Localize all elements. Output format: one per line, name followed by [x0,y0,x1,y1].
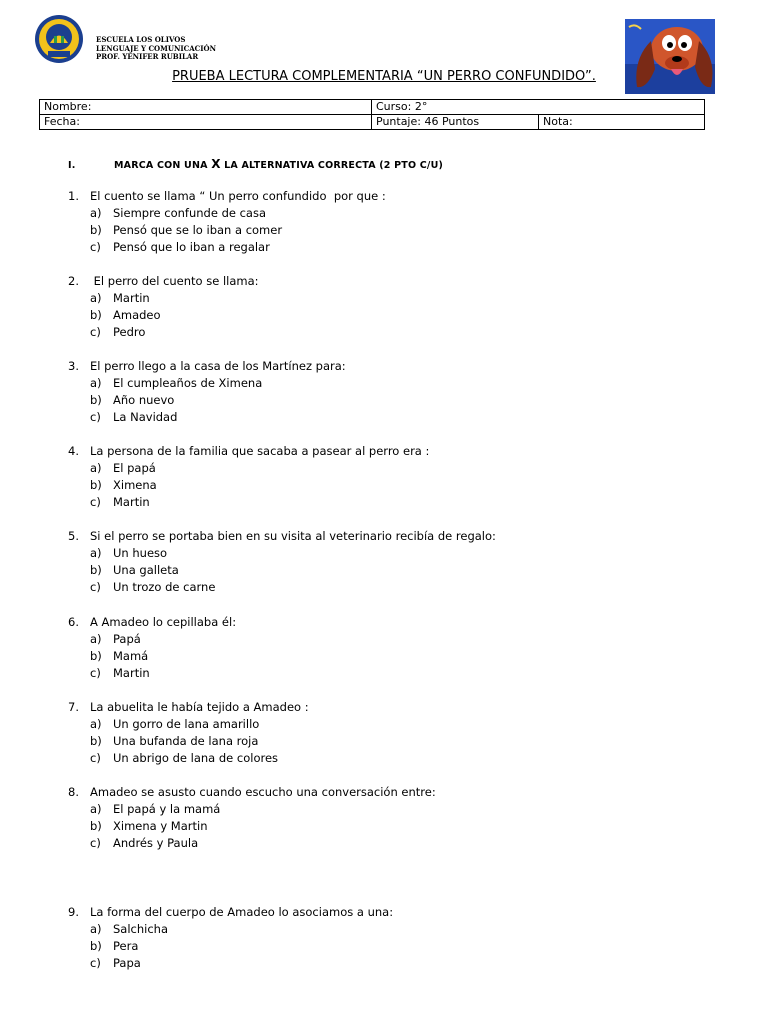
section-number: I. [68,160,76,171]
question-2 [68,273,259,290]
option-8-b[interactable] [90,818,208,835]
school-name: ESCUELA LOS OLIVOS [96,35,186,44]
page-title [0,69,768,84]
option-3-c[interactable] [90,409,177,426]
option-letter: c) [90,751,101,765]
option-4-c[interactable] [90,494,150,511]
option-letter: a) [90,717,102,731]
question-3 [68,358,346,375]
option-text: Una bufanda de lana roja [113,734,259,748]
question-text: La forma del cuerpo de Amadeo lo asociamos a una: [90,905,394,919]
option-6-b[interactable] [90,648,148,665]
option-1-c[interactable] [90,239,270,256]
option-7-c[interactable] [90,750,278,767]
option-8-c[interactable] [90,835,198,852]
option-text: Martin [113,291,150,305]
option-letter: b) [90,478,102,492]
question-text: A Amadeo lo cepillaba él: [90,615,237,629]
question-number: 8. [68,785,79,799]
option-letter: a) [90,206,102,220]
question-text: El perro del cuento se llama: [90,274,259,288]
option-1-a[interactable] [90,205,266,222]
option-letter: a) [90,376,102,390]
question-number: 4. [68,444,79,458]
option-4-a[interactable] [90,460,156,477]
option-text: Un gorro de lana amarillo [113,717,260,731]
question-7 [68,699,309,716]
title-text: PRUEBA LECTURA COMPLEMENTARIA “UN PERRO CONFUNDIDO”. [172,69,596,84]
option-text: El papá y la mamá [113,802,221,816]
option-5-a[interactable] [90,545,167,562]
option-text: Martin [113,666,150,680]
option-letter: a) [90,632,102,646]
question-number: 1. [68,189,79,203]
option-letter: c) [90,240,101,254]
question-number: 5. [68,529,79,543]
option-6-a[interactable] [90,631,141,648]
option-text: El papá [113,461,156,475]
question-number: 6. [68,615,79,629]
option-2-c[interactable] [90,324,145,341]
section-text-a: MARCA CON UNA [114,160,212,171]
option-letter: c) [90,325,101,339]
question-9 [68,904,393,921]
option-text: Mamá [113,649,149,663]
option-letter: b) [90,819,102,833]
option-text: Papá [113,632,141,646]
question-8 [68,784,436,801]
nota-field[interactable]: Nota: [539,115,705,130]
option-7-b[interactable] [90,733,258,750]
option-letter: c) [90,580,101,594]
subject-name: LENGUAJE Y COMUNICACIÓN [96,43,217,53]
option-text: Pensó que lo iban a regalar [113,240,270,254]
option-9-b[interactable] [90,938,138,955]
option-letter: a) [90,546,102,560]
question-5 [68,528,496,545]
option-letter: b) [90,223,102,237]
fecha-field[interactable]: Fecha: [40,115,372,130]
option-letter: a) [90,291,102,305]
option-text: Pedro [113,325,146,339]
option-text: Ximena y Martin [113,819,208,833]
option-letter: c) [90,495,101,509]
option-text: Una galleta [113,563,179,577]
option-9-a[interactable] [90,921,168,938]
school-info [96,36,216,62]
option-9-c[interactable] [90,955,141,972]
option-text: El cumpleaños de Ximena [113,376,263,390]
option-text: Siempre confunde de casa [113,206,267,220]
option-7-a[interactable] [90,716,259,733]
option-text: Año nuevo [113,393,175,407]
question-text: Si el perro se portaba bien en su visita al veterinario recibía de regalo: [90,529,496,543]
option-1-b[interactable] [90,222,282,239]
option-letter: b) [90,734,102,748]
option-letter: c) [90,410,101,424]
option-text: Pensó que se lo iban a comer [113,223,283,237]
question-text: La persona de la familia que sacaba a pasear al perro era : [90,444,430,458]
question-6 [68,614,236,631]
question-number: 3. [68,359,79,373]
option-letter: c) [90,836,101,850]
option-5-b[interactable] [90,562,179,579]
option-text: Papa [113,956,141,970]
option-text: Amadeo [113,308,161,322]
option-letter: c) [90,666,101,680]
option-text: Pera [113,939,139,953]
school-logo [34,14,84,64]
question-4 [68,443,429,460]
section-text-b: LA ALTERNATIVA CORRECTA (2 PTO C/U) [220,160,444,171]
option-letter: a) [90,922,102,936]
section-heading [68,157,443,171]
question-text: El cuento se llama “ Un perro confundido por que : [90,189,386,203]
option-letter: b) [90,308,102,322]
option-8-a[interactable] [90,801,220,818]
option-text: Andrés y Paula [113,836,199,850]
section-x-mark: X [211,157,221,171]
question-number: 9. [68,905,79,919]
option-5-c[interactable] [90,579,215,596]
option-letter: b) [90,393,102,407]
option-text: Ximena [113,478,157,492]
option-letter: b) [90,649,102,663]
option-2-b[interactable] [90,307,161,324]
curso-field: Curso: 2° [372,100,705,115]
option-2-a[interactable] [90,290,150,307]
option-text: Salchicha [113,922,169,936]
question-text: Amadeo se asusto cuando escucho una conversación entre: [90,785,436,799]
teacher-name: PROF. YENIFER RUBILAR [96,52,199,61]
option-text: Un hueso [113,546,168,560]
option-6-c[interactable] [90,665,150,682]
option-text: Un abrigo de lana de colores [113,751,279,765]
option-letter: a) [90,802,102,816]
student-info-table [39,99,705,130]
question-number: 7. [68,700,79,714]
question-text: La abuelita le había tejido a Amadeo : [90,700,309,714]
question-1 [68,188,386,205]
option-3-a[interactable] [90,375,262,392]
option-text: Un trozo de carne [113,580,216,594]
nombre-field[interactable]: Nombre: [40,100,372,115]
question-number: 2. [68,274,79,288]
option-4-b[interactable] [90,477,157,494]
option-letter: b) [90,939,102,953]
option-letter: c) [90,956,101,970]
option-letter: a) [90,461,102,475]
option-letter: b) [90,563,102,577]
option-text: Martin [113,495,150,509]
puntaje-field: Puntaje: 46 Puntos [372,115,539,130]
option-3-b[interactable] [90,392,174,409]
question-text: El perro llego a la casa de los Martínez para: [90,359,346,373]
option-text: La Navidad [113,410,178,424]
